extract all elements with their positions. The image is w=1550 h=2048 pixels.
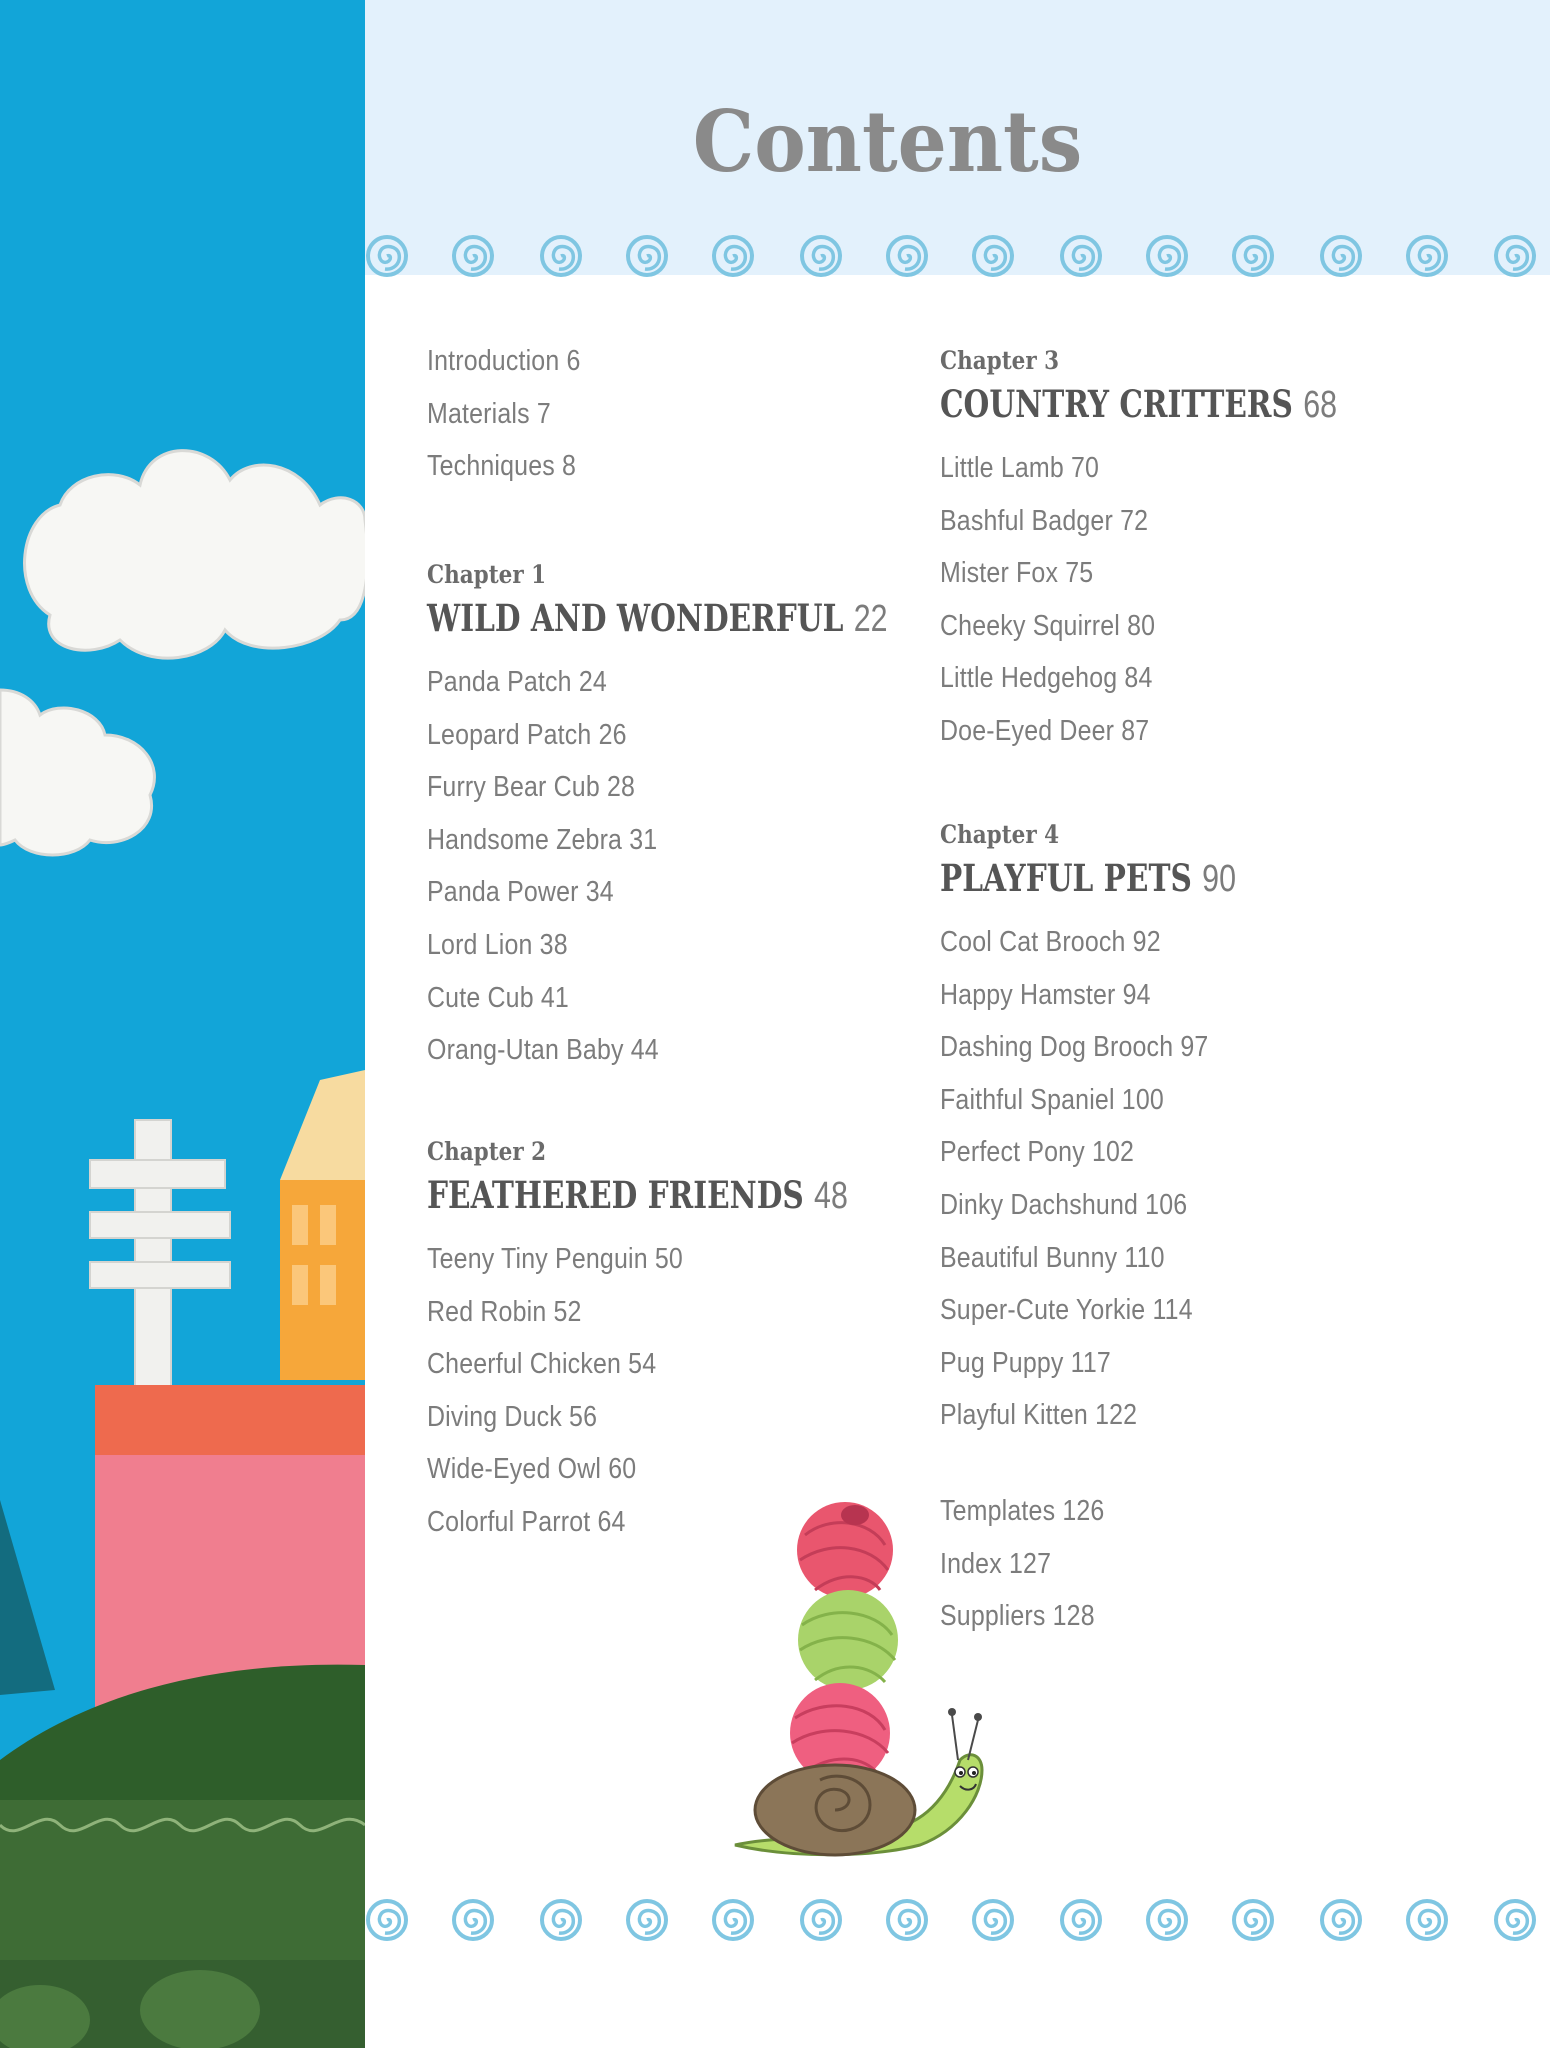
chapter-title-page: 48 [814, 1175, 848, 1217]
toc-entry-page: 34 [585, 876, 614, 909]
yarn-ball-icon [797, 1502, 893, 1598]
toc-entry-front-1[interactable] [427, 345, 581, 378]
toc-entry-page: 127 [1008, 1547, 1052, 1580]
toc-entry-label: Diving Duck [427, 1400, 562, 1433]
toc-entry-page: 41 [540, 981, 569, 1014]
swirl-border-bottom [365, 1890, 1550, 1950]
swirl-icon [1148, 1901, 1186, 1939]
toc-entry-label: Handsome Zebra [427, 823, 623, 856]
toc-entry-label: Panda Patch [427, 666, 572, 698]
swirl-icon [802, 237, 840, 275]
toc-entry-label: Bashful Badger [940, 504, 1113, 537]
toc-entry-label: Colorful Parrot [427, 1506, 591, 1538]
toc-entry-label: Panda Power [427, 876, 579, 909]
toc-entry-page: 114 [1152, 1294, 1193, 1327]
toc-entry-page: 54 [628, 1348, 657, 1381]
chapter-title-text: COUNTRY CRITTERS [940, 382, 1293, 426]
swirl-icon [1496, 237, 1534, 275]
toc-entry-page: 80 [1127, 609, 1156, 642]
toc-entry-ch4-2[interactable] [940, 979, 1151, 1012]
toc-entry-page: 8 [562, 450, 577, 483]
toc-entry-page: 122 [1095, 1399, 1138, 1432]
toc-entry-page: 52 [553, 1295, 582, 1328]
toc-entry-ch1-7[interactable] [427, 982, 569, 1015]
chapter-label: Chapter 2 [427, 1137, 547, 1166]
swirl-icon [1408, 1901, 1446, 1939]
toc-entry-ch2-5[interactable] [427, 1453, 636, 1486]
toc-entry-ch3-4[interactable] [940, 610, 1155, 643]
page-title: Contents [692, 92, 1083, 191]
swirl-icon [454, 237, 492, 275]
toc-entry-front-2[interactable] [427, 398, 551, 431]
toc-entry-label: Introduction [427, 345, 560, 377]
contents-page [365, 0, 1550, 2048]
chapter-title[interactable] [940, 856, 1236, 901]
toc-entry-ch4-7[interactable] [940, 1242, 1165, 1275]
swirl-icon [1322, 237, 1360, 275]
swirl-icon [368, 1901, 406, 1939]
toc-entry-label: Suppliers [940, 1600, 1046, 1633]
swirl-icon [1062, 237, 1100, 275]
toc-entry-ch3-3[interactable] [940, 557, 1093, 590]
toc-entry-page: 60 [608, 1453, 637, 1486]
toc-entry-ch3-5[interactable] [940, 662, 1153, 695]
toc-entry-page: 100 [1121, 1083, 1164, 1116]
toc-entry-label: Little Hedgehog [940, 662, 1118, 695]
toc-entry-page: 38 [539, 929, 568, 961]
swirl-icon [1062, 1901, 1100, 1939]
toc-entry-page: 70 [1071, 452, 1100, 484]
toc-entry-label: Techniques [427, 450, 555, 483]
toc-entry-label: Cheerful Chicken [427, 1348, 622, 1381]
toc-entry-page: 128 [1052, 1600, 1095, 1633]
swirl-icon [542, 237, 580, 275]
toc-entry-label: Templates [940, 1495, 1056, 1527]
swirl-icon [628, 237, 666, 275]
toc-entry-page: 117 [1070, 1346, 1111, 1379]
toc-entry-label: Cool Cat Brooch [940, 926, 1126, 958]
toc-entry-page: 87 [1121, 715, 1150, 747]
toc-entry-front-3[interactable] [427, 450, 576, 483]
toc-entry-ch1-1[interactable] [427, 666, 607, 699]
swirl-icon [628, 1901, 666, 1939]
toc-entry-label: Teeny Tiny Penguin [427, 1243, 648, 1275]
toc-entry-ch4-5[interactable] [940, 1136, 1134, 1169]
swirl-icon [714, 237, 752, 275]
toc-entry-ch1-8[interactable] [427, 1034, 659, 1067]
toc-entry-page: 50 [654, 1243, 683, 1275]
toc-entry-label: Happy Hamster [940, 978, 1116, 1011]
toc-entry-label: Doe-Eyed Deer [940, 715, 1115, 747]
toc-entry-label: Leopard Patch [427, 718, 592, 751]
toc-entry-ch2-6[interactable] [427, 1506, 626, 1539]
toc-entry-page: 6 [566, 345, 581, 377]
chapter-label: Chapter 3 [940, 346, 1060, 375]
toc-entry-page: 92 [1132, 926, 1161, 958]
chapter-title[interactable] [940, 382, 1337, 427]
toc-entry-label: Wide-Eyed Owl [427, 1453, 602, 1486]
toc-entry-ch4-4[interactable] [940, 1084, 1164, 1117]
toc-entry-ch3-2[interactable] [940, 505, 1148, 538]
swirl-icon [974, 1901, 1012, 1939]
toc-entry-ch4-8[interactable] [940, 1294, 1193, 1327]
swirl-icon [1148, 237, 1186, 275]
toc-entry-ch3-6[interactable] [940, 715, 1149, 748]
toc-entry-ch1-6[interactable] [427, 929, 568, 962]
toc-entry-page: 126 [1062, 1495, 1105, 1527]
yarn-ball-icon [798, 1590, 898, 1690]
chapter-label: Chapter 4 [940, 820, 1060, 849]
toc-entry-ch2-2[interactable] [427, 1296, 582, 1329]
toc-entry-label: Mister Fox [940, 557, 1059, 590]
toc-entry-page: 7 [536, 397, 551, 430]
toc-entry-ch1-5[interactable] [427, 876, 614, 909]
toc-entry-page: 102 [1091, 1136, 1135, 1169]
swirl-icon [1234, 1901, 1272, 1939]
toc-entry-label: Cheeky Squirrel [940, 609, 1121, 642]
toc-entry-label: Beautiful Bunny [940, 1241, 1118, 1274]
toc-entry-page: 26 [598, 718, 627, 751]
toc-entry-label: Pug Puppy [940, 1346, 1064, 1379]
chapter-title-text: WILD AND WONDERFUL [427, 596, 844, 640]
toc-entry-label: Furry Bear Cub [427, 771, 600, 804]
toc-entry-ch2-1[interactable] [427, 1243, 683, 1276]
toc-entry-ch2-4[interactable] [427, 1401, 597, 1434]
chapter-title-page: 90 [1202, 858, 1236, 900]
swirl-icon [888, 1901, 926, 1939]
chapter-title-text: FEATHERED FRIENDS [427, 1173, 804, 1217]
toc-entry-ch3-1[interactable] [940, 452, 1099, 485]
toc-entry-page: 97 [1180, 1031, 1209, 1064]
swirl-icon [888, 237, 926, 275]
toc-entry-page: 31 [629, 823, 658, 856]
toc-entry-page: 72 [1120, 504, 1149, 537]
chapter-label: Chapter 1 [427, 560, 547, 589]
toc-entry-label: Lord Lion [427, 929, 533, 961]
toc-entry-label: Dinky Dachshund [940, 1189, 1139, 1221]
chapter-title-page: 22 [853, 598, 888, 640]
swirl-icon [714, 1901, 752, 1939]
toc-entry-page: 94 [1122, 978, 1151, 1011]
toc-entry-page: 56 [569, 1400, 598, 1433]
toc-entry-label: Super-Cute Yorkie [940, 1294, 1146, 1327]
toc-entry-page: 24 [578, 666, 607, 698]
swirl-icon [802, 1901, 840, 1939]
toc-entry-page: 64 [597, 1506, 626, 1538]
swirl-border-top [365, 226, 1550, 286]
paper-craft-illustration [0, 0, 365, 2048]
toc-entry-page: 110 [1124, 1241, 1165, 1274]
toc-entry-label: Materials [427, 397, 530, 430]
toc-entry-ch2-3[interactable] [427, 1348, 656, 1381]
chapter-title-page: 68 [1303, 384, 1338, 426]
swirl-icon [542, 1901, 580, 1939]
swirl-icon [1322, 1901, 1360, 1939]
toc-entry-ch4-9[interactable] [940, 1347, 1111, 1380]
toc-entry-label: Cute Cub [427, 981, 534, 1014]
toc-entry-page: 106 [1145, 1189, 1188, 1221]
toc-entry-page: 28 [606, 771, 636, 804]
toc-entry-ch4-3[interactable] [940, 1031, 1208, 1064]
toc-entry-page: 44 [630, 1034, 659, 1067]
chapter-title[interactable] [427, 1173, 848, 1218]
toc-entry-label: Little Lamb [940, 452, 1064, 484]
chapter-title[interactable] [427, 596, 888, 641]
toc-entry-label: Perfect Pony [940, 1136, 1085, 1169]
papercraft-scene [0, 0, 365, 2048]
toc-entry-page: 84 [1124, 662, 1153, 695]
toc-entry-label: Red Robin [427, 1295, 547, 1328]
toc-entry-ch4-6[interactable] [940, 1189, 1187, 1222]
toc-entry-ch1-3[interactable] [427, 771, 635, 804]
swirl-icon [368, 237, 406, 275]
toc-entry-ch4-10[interactable] [940, 1399, 1137, 1432]
toc-entry-label: Faithful Spaniel [940, 1083, 1115, 1116]
toc-entry-ch1-4[interactable] [427, 824, 657, 857]
swirl-icon [1496, 1901, 1534, 1939]
toc-entry-ch4-1[interactable] [940, 926, 1161, 959]
snail-yarn-illustration [720, 1490, 1010, 1860]
toc-entry-ch1-2[interactable] [427, 719, 627, 752]
swirl-icon [974, 237, 1012, 275]
toc-entry-label: Playful Kitten [940, 1399, 1088, 1432]
toc-entry-label: Orang-Utan Baby [427, 1034, 624, 1067]
chapter-title-text: PLAYFUL PETS [940, 856, 1192, 900]
swirl-icon [454, 1901, 492, 1939]
swirl-icon [1234, 237, 1272, 275]
toc-entry-page: 75 [1065, 557, 1094, 590]
toc-entry-label: Dashing Dog Brooch [940, 1031, 1174, 1064]
toc-entry-label: Index [940, 1547, 1002, 1580]
swirl-icon [1408, 237, 1446, 275]
